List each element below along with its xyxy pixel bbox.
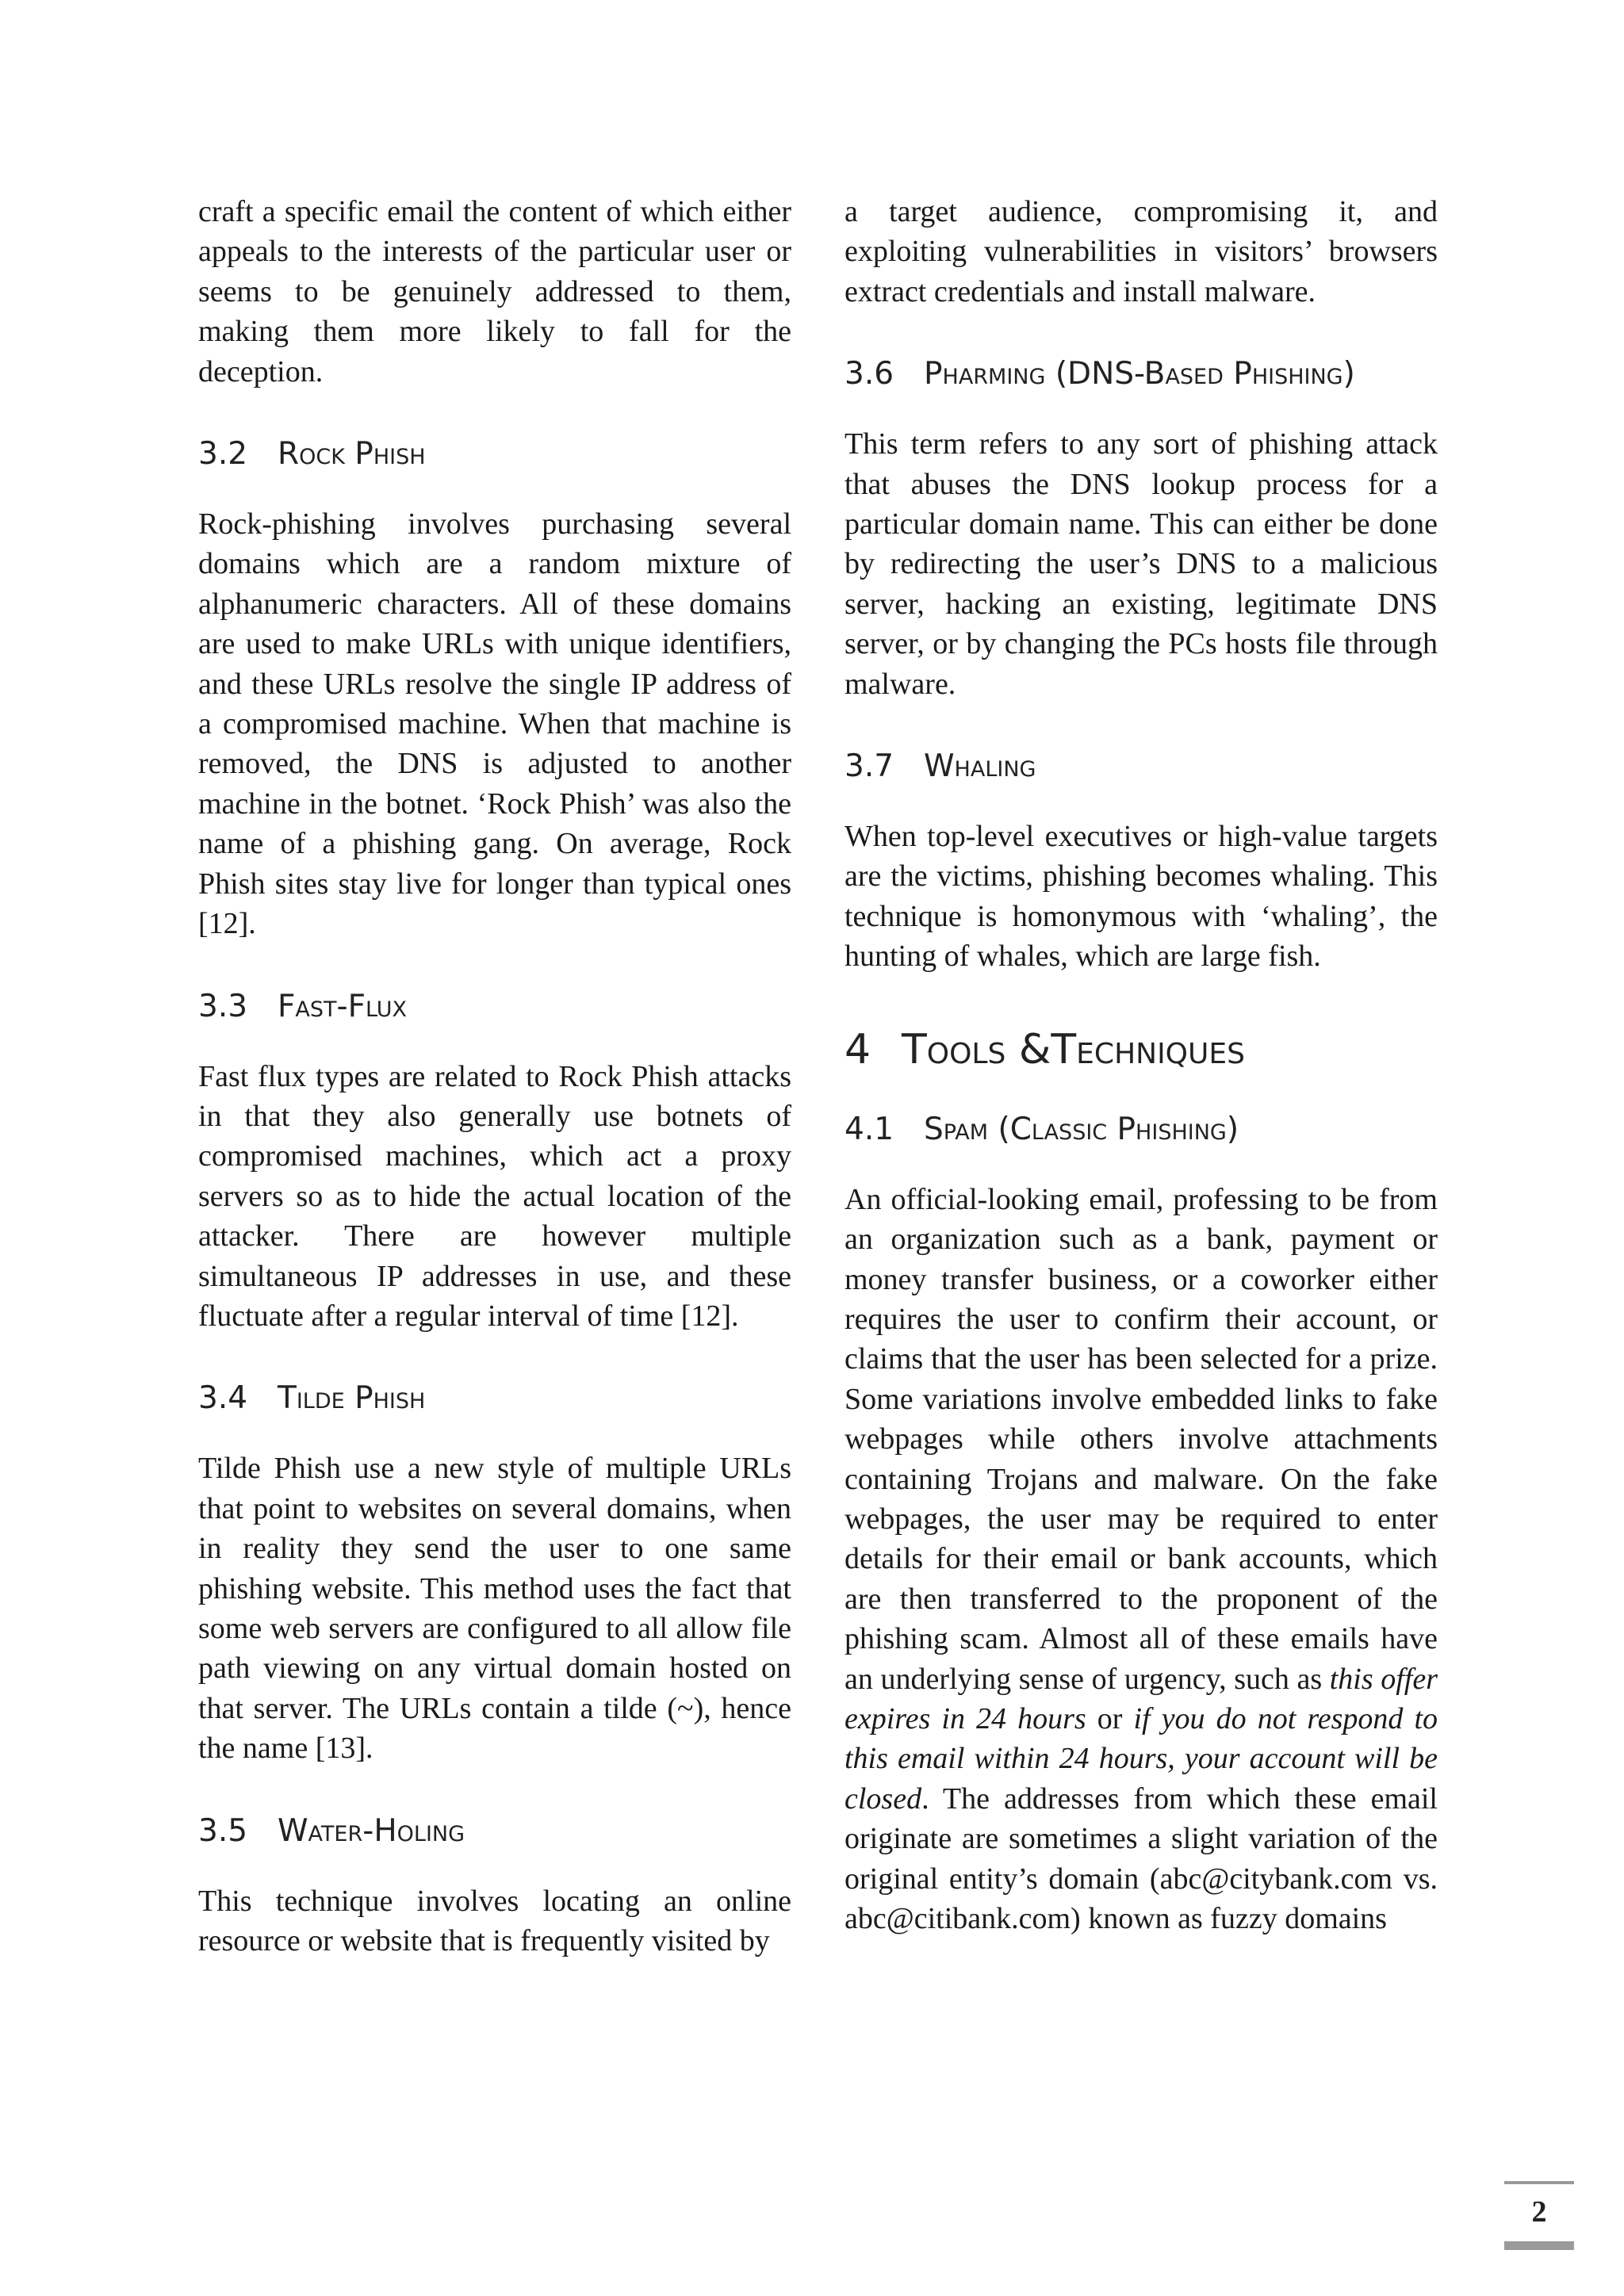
- section-title: Whaling: [924, 748, 1036, 785]
- section-3-3-body: Fast flux types are related to Rock Phish attacks in that they also generally use botnets of compromised machines, which act a proxy servers so as to hide the actual location of the attacker. There are however multiple simultaneous IP addresses in use, and these fluctuate after a regular interval of time [12].: [198, 1059, 791, 1333]
- section-title: Tilde Phish: [278, 1380, 426, 1417]
- page-number: 2: [1531, 2195, 1547, 2229]
- section-number: 3.7: [845, 748, 894, 785]
- section-3-4-body: Tilde Phish use a new style of multiple URLs that point to websites on several domains, when in reality they send the user to one same phishing website. This method uses the fact that some web servers are configured to all allow file path viewing on any virtual domain hosted on that server. The URLs contain a tilde (~), hence the name [13].: [198, 1452, 791, 1766]
- section-number: 3.2: [198, 436, 248, 473]
- body-text: or: [1086, 1701, 1134, 1735]
- section-number: 3.4: [198, 1380, 248, 1417]
- body-text: . The addresses from which these email originate are sometimes a slight variation of the original entity’s domain (abc@citybank.com vs. abc@citibank.com) known as fuzzy domains: [845, 1781, 1438, 1935]
- intro-paragraph: craft a specific email the content of which either appeals to the interests of the particular user or seems to be genuinely addressed to them, making them more likely to fall for the deception.: [198, 195, 791, 388]
- page-number-block: [1504, 2181, 1574, 2251]
- section-title: Fast-Flux: [278, 988, 407, 1024]
- section-number: 3.5: [198, 1812, 248, 1849]
- section-title: Tools &Techniques: [902, 1025, 1245, 1073]
- section-3-2-heading: [198, 434, 791, 474]
- left-column: [198, 192, 791, 1961]
- section-3-5-body: This technique involves locating an online resource or website that is frequently visited by: [198, 1884, 791, 1957]
- section-title: Spam (Classic Phishing): [924, 1111, 1239, 1147]
- section-3-2-body: Rock-phishing involves purchasing several domains which are a random mixture of alphanumeric characters. All of these domains are used to make URLs with unique identifiers, and these URLs resolve the single IP address of a compromised machine. When that machine is removed, the DNS is adjusted to another machine in the botnet. ‘Rock Phish’ was also the name of a phishing gang. On average, Rock Phish sites stay live for longer than typical ones [12].: [198, 507, 791, 941]
- section-title: Rock Phish: [278, 436, 426, 473]
- continued-paragraph: a target audience, compromising it, and exploiting vulnerabilities in visitors’ browsers extract credentials and install malware.: [845, 195, 1438, 308]
- page-number-top-rule: [1504, 2181, 1574, 2184]
- italic-example-2: if you do not respond to this email within 24 hours, your account will be closed: [845, 1701, 1438, 1816]
- section-3-4-heading: [198, 1379, 791, 1418]
- italic-example-1: this offer expires in 24 hours: [845, 1662, 1438, 1735]
- section-3-7-body: When top-level executives or high-value targets are the victims, phishing becomes whaling. This technique is homonymous with ‘whaling’, the hunting of whales, which are large fish.: [845, 820, 1438, 974]
- section-4-heading: [845, 1024, 1438, 1075]
- section-4-1-heading: [845, 1110, 1438, 1150]
- section-number: 3.3: [198, 988, 248, 1024]
- page-number-bottom-rule: [1504, 2241, 1574, 2250]
- section-3-3-heading: [198, 987, 791, 1027]
- section-4-1-body: [845, 1180, 1438, 1939]
- section-number: 4.1: [845, 1111, 894, 1147]
- section-number: 3.6: [845, 356, 894, 392]
- section-3-5-heading: [198, 1812, 791, 1851]
- section-number: 4: [845, 1025, 871, 1073]
- section-3-7-heading: [845, 747, 1438, 786]
- section-title: Pharming (DNS-Based Phishing): [924, 356, 1355, 392]
- right-column: [845, 192, 1438, 1938]
- section-3-6-body: This term refers to any sort of phishing attack that abuses the DNS lookup process for a particular domain name. This can either be done by redirecting the user’s DNS to a malicious server, hacking an existing, legitimate DNS server, or by changing the PCs hosts file through malware.: [845, 427, 1438, 701]
- section-3-6-heading: [845, 354, 1438, 394]
- body-text: An official-looking email, professing to be from an organization such as a bank, payment or money transfer business, or a coworker either requires the user to confirm their account, or claims that the user has been selected for a prize. Some variations involve embedded links to fake webpages while others involve attachments containing Trojans and malware. On the fake webpages, the user may be required to enter details for their email or bank accounts, which are then transferred to the proponent of the phishing scam. Almost all of these emails have an underlying sense of urgency, such as: [845, 1182, 1438, 1696]
- section-title: Water-Holing: [278, 1812, 465, 1849]
